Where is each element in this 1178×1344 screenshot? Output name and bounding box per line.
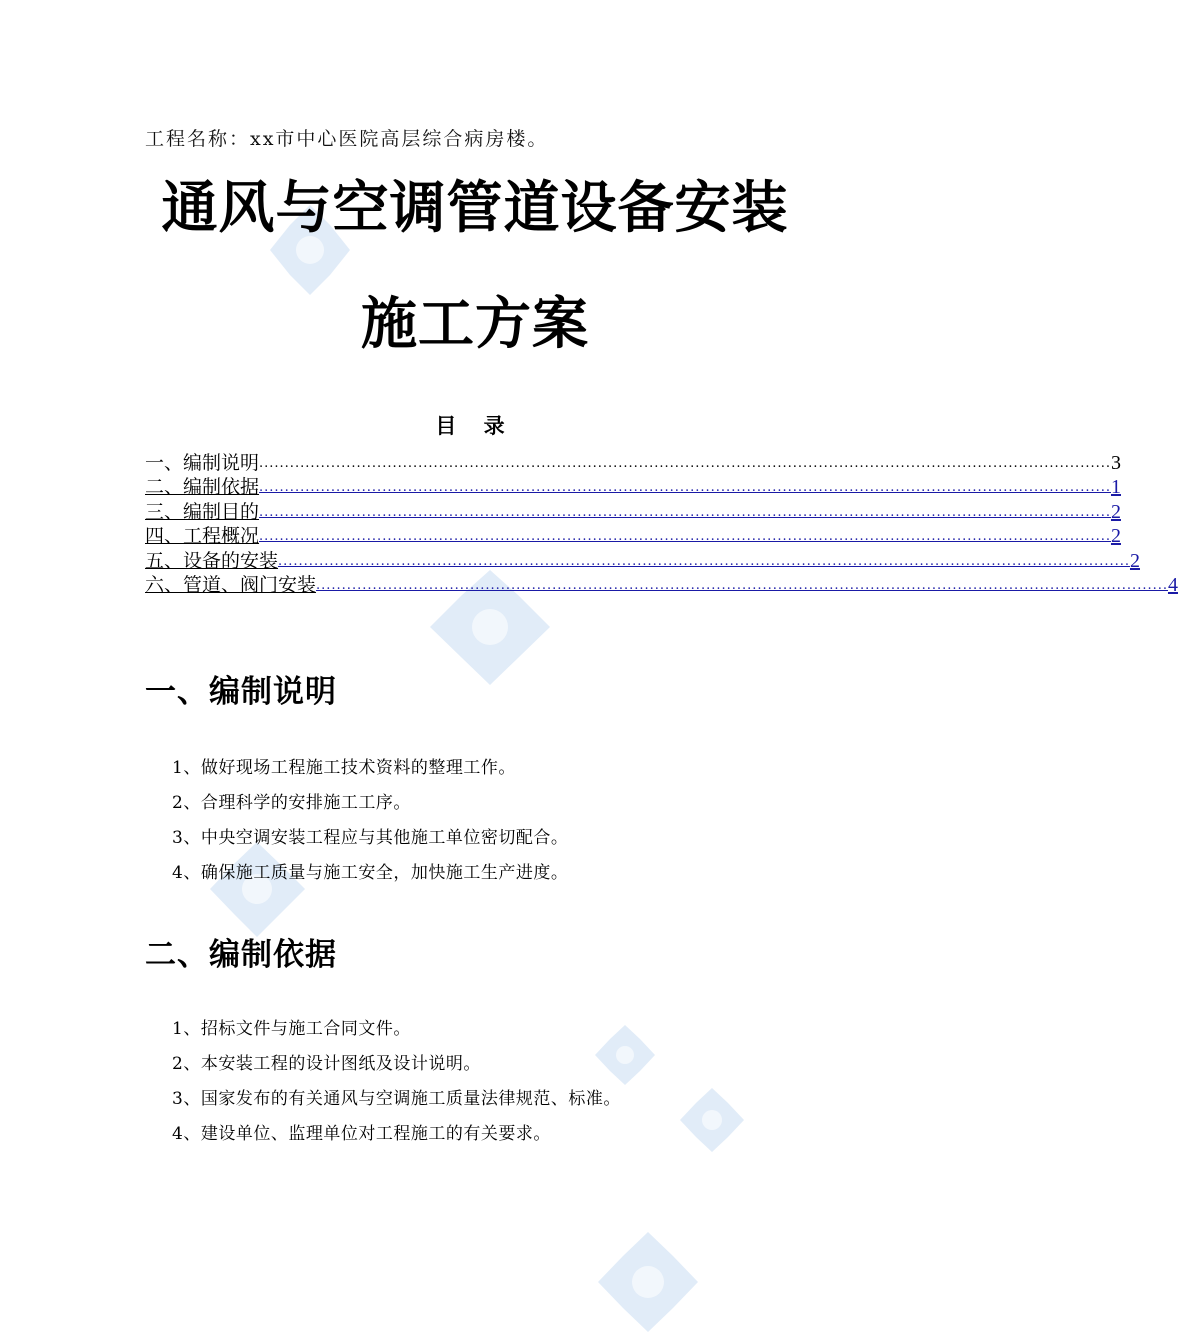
toc-leader-dots: ...................................................................................................................................................................... (259, 529, 1111, 544)
toc-entry-label: 六、管道、阀门安装 (145, 574, 317, 596)
list-item: 4、建设单位、监理单位对工程施工的有关要求。 (172, 1124, 551, 1144)
toc-entry[interactable] (145, 524, 1121, 549)
list-item: 2、本安装工程的设计图纸及设计说明。 (172, 1054, 481, 1074)
toc-entry-label: 四、工程概况 (145, 525, 260, 547)
watermark-emblem (680, 1088, 744, 1152)
toc-entry-page: 4 (1167, 574, 1178, 596)
table-of-contents (145, 450, 1178, 597)
document-title-line1: 通风与空调管道设备安装 (161, 176, 789, 241)
toc-entry[interactable] (145, 499, 1121, 524)
watermark-emblem (598, 1232, 698, 1332)
section-item-list (172, 751, 568, 891)
list-item: 1、招标文件与施工合同文件。 (172, 1019, 411, 1039)
list-item: 3、国家发布的有关通风与空调施工质量法律规范、标准。 (172, 1089, 621, 1109)
toc-entry[interactable] (145, 548, 1140, 573)
toc-entry-label: 五、设备的安装 (145, 549, 279, 572)
toc-leader-dots: ...................................................................................................................................................................... (278, 553, 1130, 569)
toc-heading: 目 录 (435, 413, 515, 438)
section-heading: 二、编制依据 (145, 937, 337, 973)
toc-entry[interactable] (145, 450, 1121, 475)
toc-entry-label: 二、编制依据 (145, 476, 260, 498)
section-item-list (172, 1012, 621, 1152)
toc-entry-page: 2 (1110, 500, 1121, 523)
list-item: 1、做好现场工程施工技术资料的整理工作。 (172, 758, 516, 778)
toc-entry-label: 一、编制说明 (145, 451, 260, 474)
toc-entry-page: 3 (1110, 451, 1121, 474)
list-item: 4、确保施工质量与施工安全，加快施工生产进度。 (172, 863, 569, 883)
section-heading: 一、编制说明 (145, 674, 337, 710)
toc-leader-dots: ...................................................................................................................................................................... (259, 455, 1111, 471)
toc-entry-page: 2 (1129, 549, 1140, 572)
list-item: 3、中央空调安装工程应与其他施工单位密切配合。 (172, 828, 569, 848)
toc-entry[interactable] (145, 475, 1121, 500)
toc-leader-dots: ...................................................................................................................................................................... (259, 504, 1111, 520)
toc-leader-dots: ...................................................................................................................................................................... (259, 480, 1111, 495)
toc-entry[interactable] (145, 573, 1178, 598)
list-item: 2、合理科学的安排施工工序。 (172, 793, 411, 813)
toc-entry-label: 三、编制目的 (145, 500, 260, 523)
toc-leader-dots: ...................................................................................................................................................................... (316, 578, 1168, 593)
toc-entry-page: 2 (1110, 525, 1121, 547)
document-title-line2: 施工方案 (361, 292, 589, 357)
project-name-line: 工程名称：xx市中心医院高层综合病房楼。 (145, 128, 549, 150)
toc-entry-page: 1 (1110, 476, 1121, 498)
